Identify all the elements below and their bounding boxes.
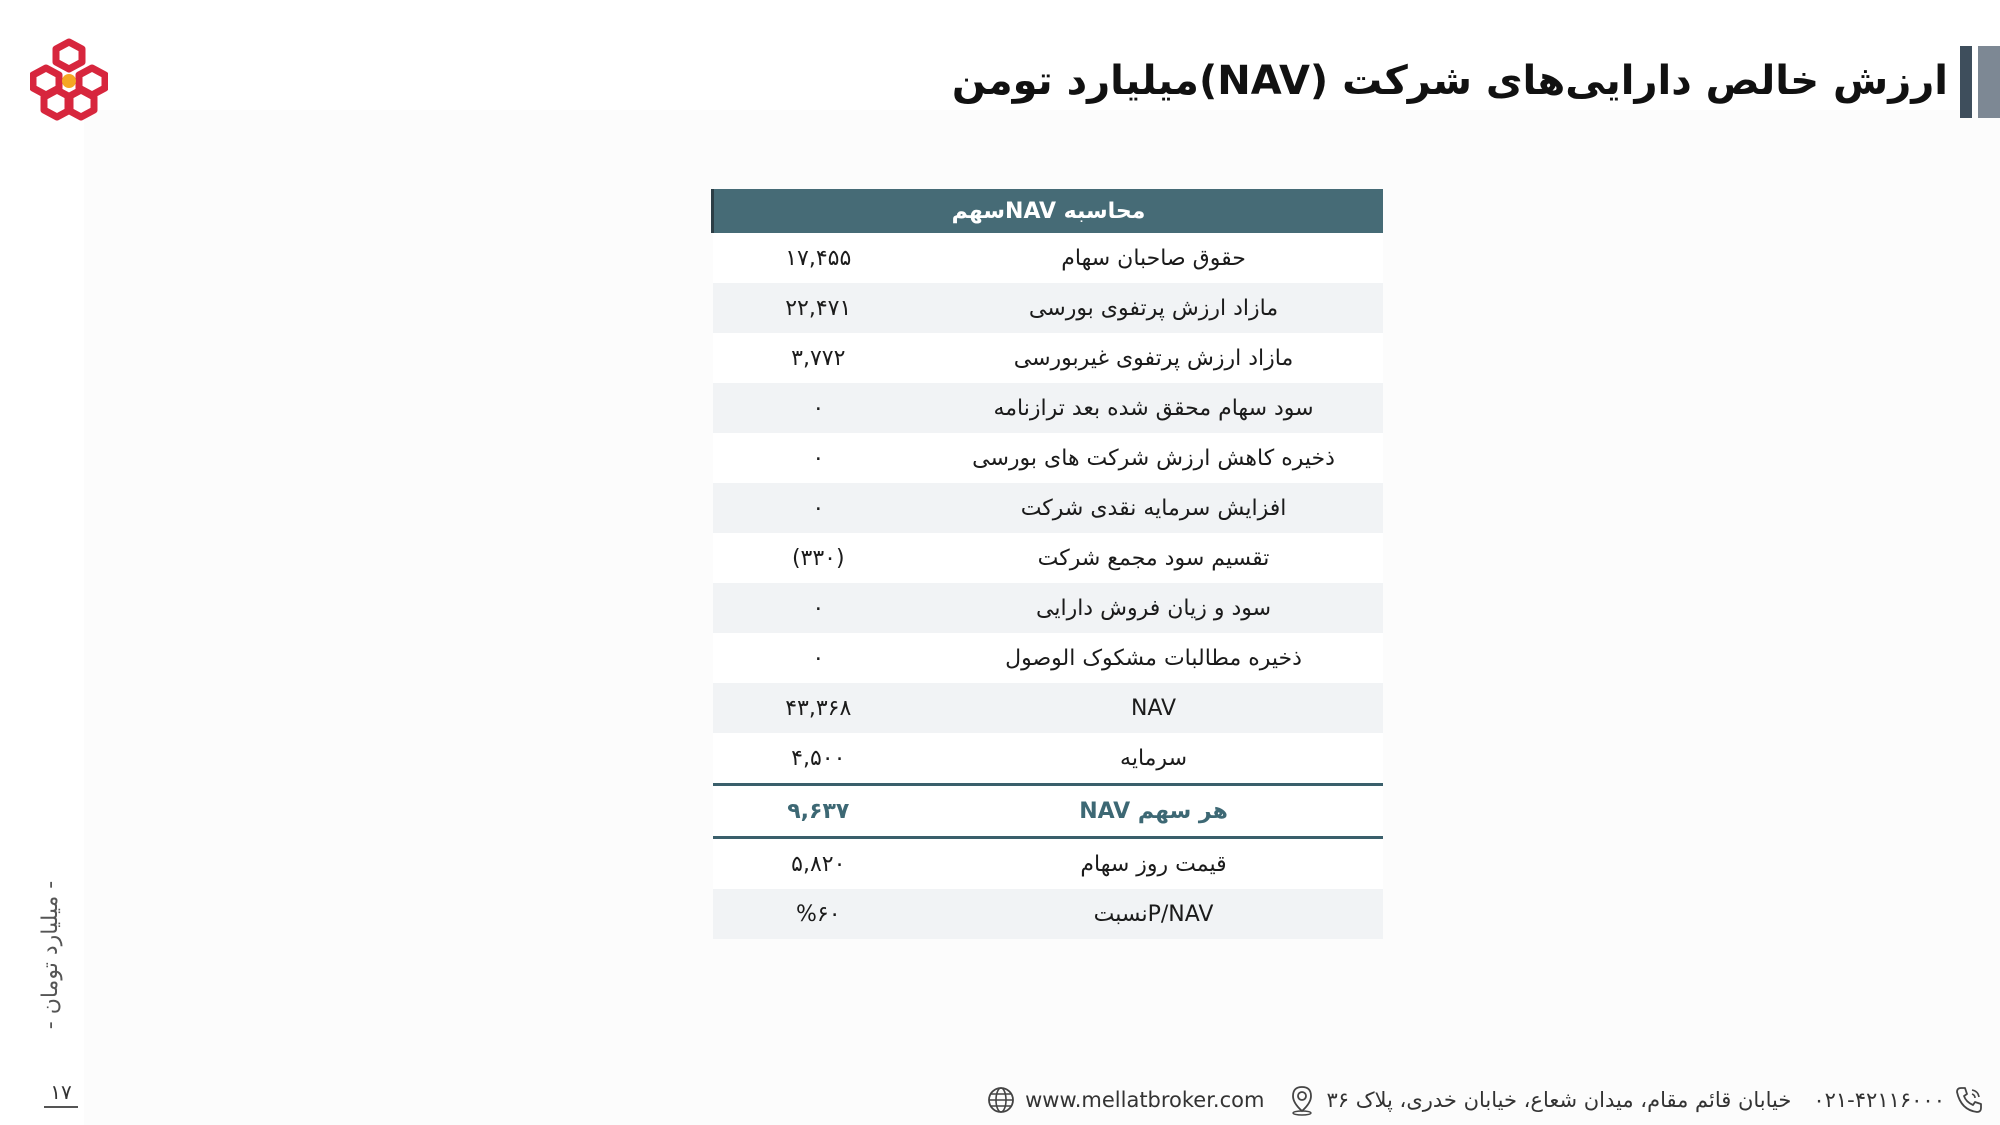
- row-value: (۳۳۰): [713, 533, 925, 583]
- table-row: [713, 383, 1384, 433]
- unit-label: - میلیارد تومان -: [38, 880, 63, 1030]
- row-value: ۵,۸۲۰: [713, 838, 925, 890]
- table-row: [713, 483, 1384, 533]
- row-label: NAV: [924, 683, 1383, 733]
- row-label: سود و زیان فروش دارایی: [924, 583, 1383, 633]
- row-value: %۶۰: [713, 889, 925, 939]
- row-value: ۱۷,۴۵۵: [713, 233, 925, 283]
- row-value: ۰: [713, 483, 925, 533]
- row-value: ۰: [713, 433, 925, 483]
- row-value: ۰: [713, 633, 925, 683]
- globe-icon: [985, 1084, 1017, 1116]
- table-row: [713, 533, 1384, 583]
- row-label: ذخیره کاهش ارزش شرکت های بورسی: [924, 433, 1383, 483]
- row-label: قیمت روز سهام: [924, 838, 1383, 890]
- row-label: حقوق صاحبان سهام: [924, 233, 1383, 283]
- table-row: [713, 583, 1384, 633]
- row-label: افزایش سرمایه نقدی شرکت: [924, 483, 1383, 533]
- row-value: ۴,۵۰۰: [713, 733, 925, 785]
- footer-address: [1286, 1084, 1791, 1116]
- footer-website[interactable]: [985, 1084, 1264, 1116]
- row-label: تقسیم سود مجمع شرکت: [924, 533, 1383, 583]
- table-heading: محاسبه NAVسهم: [713, 189, 1384, 233]
- mellat-broker-logo: [30, 38, 108, 122]
- row-label: مازاد ارزش پرتفوی غیربورسی: [924, 333, 1383, 383]
- row-value: ۰: [713, 583, 925, 633]
- row-value: ۲۲,۴۷۱: [713, 283, 925, 333]
- nav-calculation-table: [711, 189, 1383, 939]
- phone-text: ۰۲۱-۴۲۱۱۶۰۰۰: [1813, 1088, 1945, 1112]
- table-row: [713, 838, 1384, 890]
- table-row: [713, 889, 1384, 939]
- website-text[interactable]: www.mellatbroker.com: [1025, 1088, 1265, 1112]
- table-row: [713, 333, 1384, 383]
- phone-icon: [1953, 1084, 1985, 1116]
- table-row: [713, 433, 1384, 483]
- row-label: هر سهم NAV: [924, 785, 1383, 838]
- address-text: خیابان قائم مقام، میدان شعاع، خیابان خدری، پلاک ۳۶: [1326, 1088, 1792, 1112]
- row-label: سرمایه: [924, 733, 1383, 785]
- table-row: [713, 683, 1384, 733]
- row-label: مازاد ارزش پرتفوی بورسی: [924, 283, 1383, 333]
- row-label: ذخیره مطالبات مشکوک الوصول: [924, 633, 1383, 683]
- row-label: سود سهام محقق شده بعد ترازنامه: [924, 383, 1383, 433]
- table-row: [713, 233, 1384, 283]
- location-pin-icon: [1286, 1084, 1318, 1116]
- page-number: ۱۷: [44, 1080, 78, 1108]
- table-row: [713, 283, 1384, 333]
- table-row: [713, 733, 1384, 785]
- row-value: ۴۳,۳۶۸: [713, 683, 925, 733]
- page-title: ارزش خالص دارایی‌های شرکت (NAV)میلیارد تومن: [951, 58, 1948, 104]
- row-value: ۹,۶۳۷: [713, 785, 925, 838]
- table-row: [713, 633, 1384, 683]
- nav-per-share-row: [713, 785, 1384, 838]
- title-accent-bar: [1960, 46, 2000, 118]
- row-value: ۰: [713, 383, 925, 433]
- footer: [1025, 1080, 1985, 1120]
- row-value: ۳,۷۷۲: [713, 333, 925, 383]
- row-label: P/NAVنسبت: [924, 889, 1383, 939]
- footer-phone: [1813, 1084, 1985, 1116]
